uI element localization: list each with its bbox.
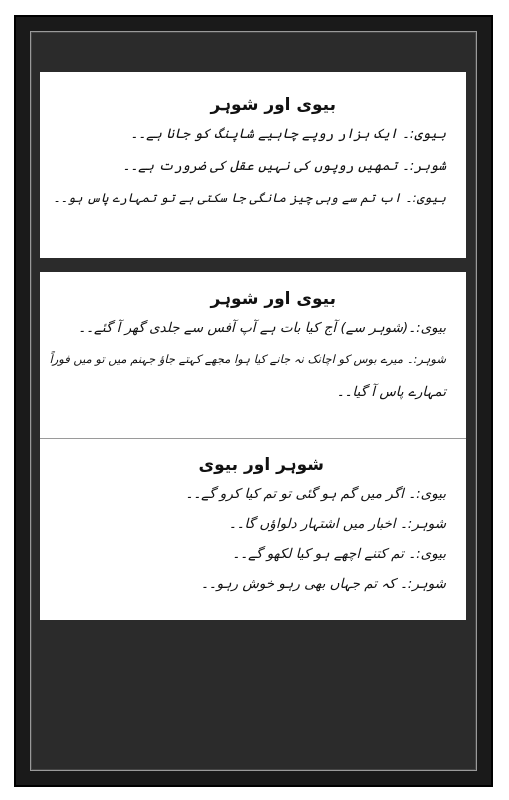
joke-1-line-2: شوہر:۔ تمھیں روپوں کی نہیں عقل کی ضرورت ہے۔۔ (122, 158, 446, 174)
joke-3-line-4: شوہر:۔ کہ تم جہاں بھی رہو خوش رہو۔۔ (200, 576, 446, 592)
joke-3-title: شوہر اور بیوی (198, 455, 324, 475)
joke-1-title: بیوی اور شوہر (210, 95, 336, 115)
section-divider (40, 438, 466, 439)
joke-1-line-3: بیوی:۔ اب تم سے وہی چیز مانگی جا سکتی ہے تو تمہارے پاس ہو۔۔ (53, 190, 446, 205)
joke-3-line-2: شوہر:۔ اخبار میں اشتہار دلواؤں گا۔۔ (228, 516, 446, 532)
joke-2-title: بیوی اور شوہر (210, 289, 336, 309)
joke-panel-1 (40, 72, 466, 258)
joke-2-line-3: تمہارے پاس آ گیا۔۔ (336, 384, 446, 400)
joke-panel-2 (40, 272, 466, 620)
joke-3-line-1: بیوی:۔ اگر میں گم ہو گئی تو تم کیا کرو گے۔۔ (185, 486, 446, 502)
joke-1-line-1: بیوی:۔ ایک ہزار روپے چاہیے شاپنگ کو جانا ہے۔۔ (130, 126, 446, 142)
joke-2-line-1: بیوی:۔(شوہر سے) آج کیا بات ہے آپ آفس سے جلدی گھر آ گئے۔۔ (78, 320, 446, 336)
joke-2-line-2: شوہر:۔ میرے بوس کو اچانک نہ جانے کیا ہوا مجھے کہتے جاؤ جہنم میں تو میں فوراً (49, 352, 446, 366)
joke-3-line-3: بیوی:۔ تم کتنے اچھے ہو کیا لکھو گے۔۔ (232, 546, 446, 562)
